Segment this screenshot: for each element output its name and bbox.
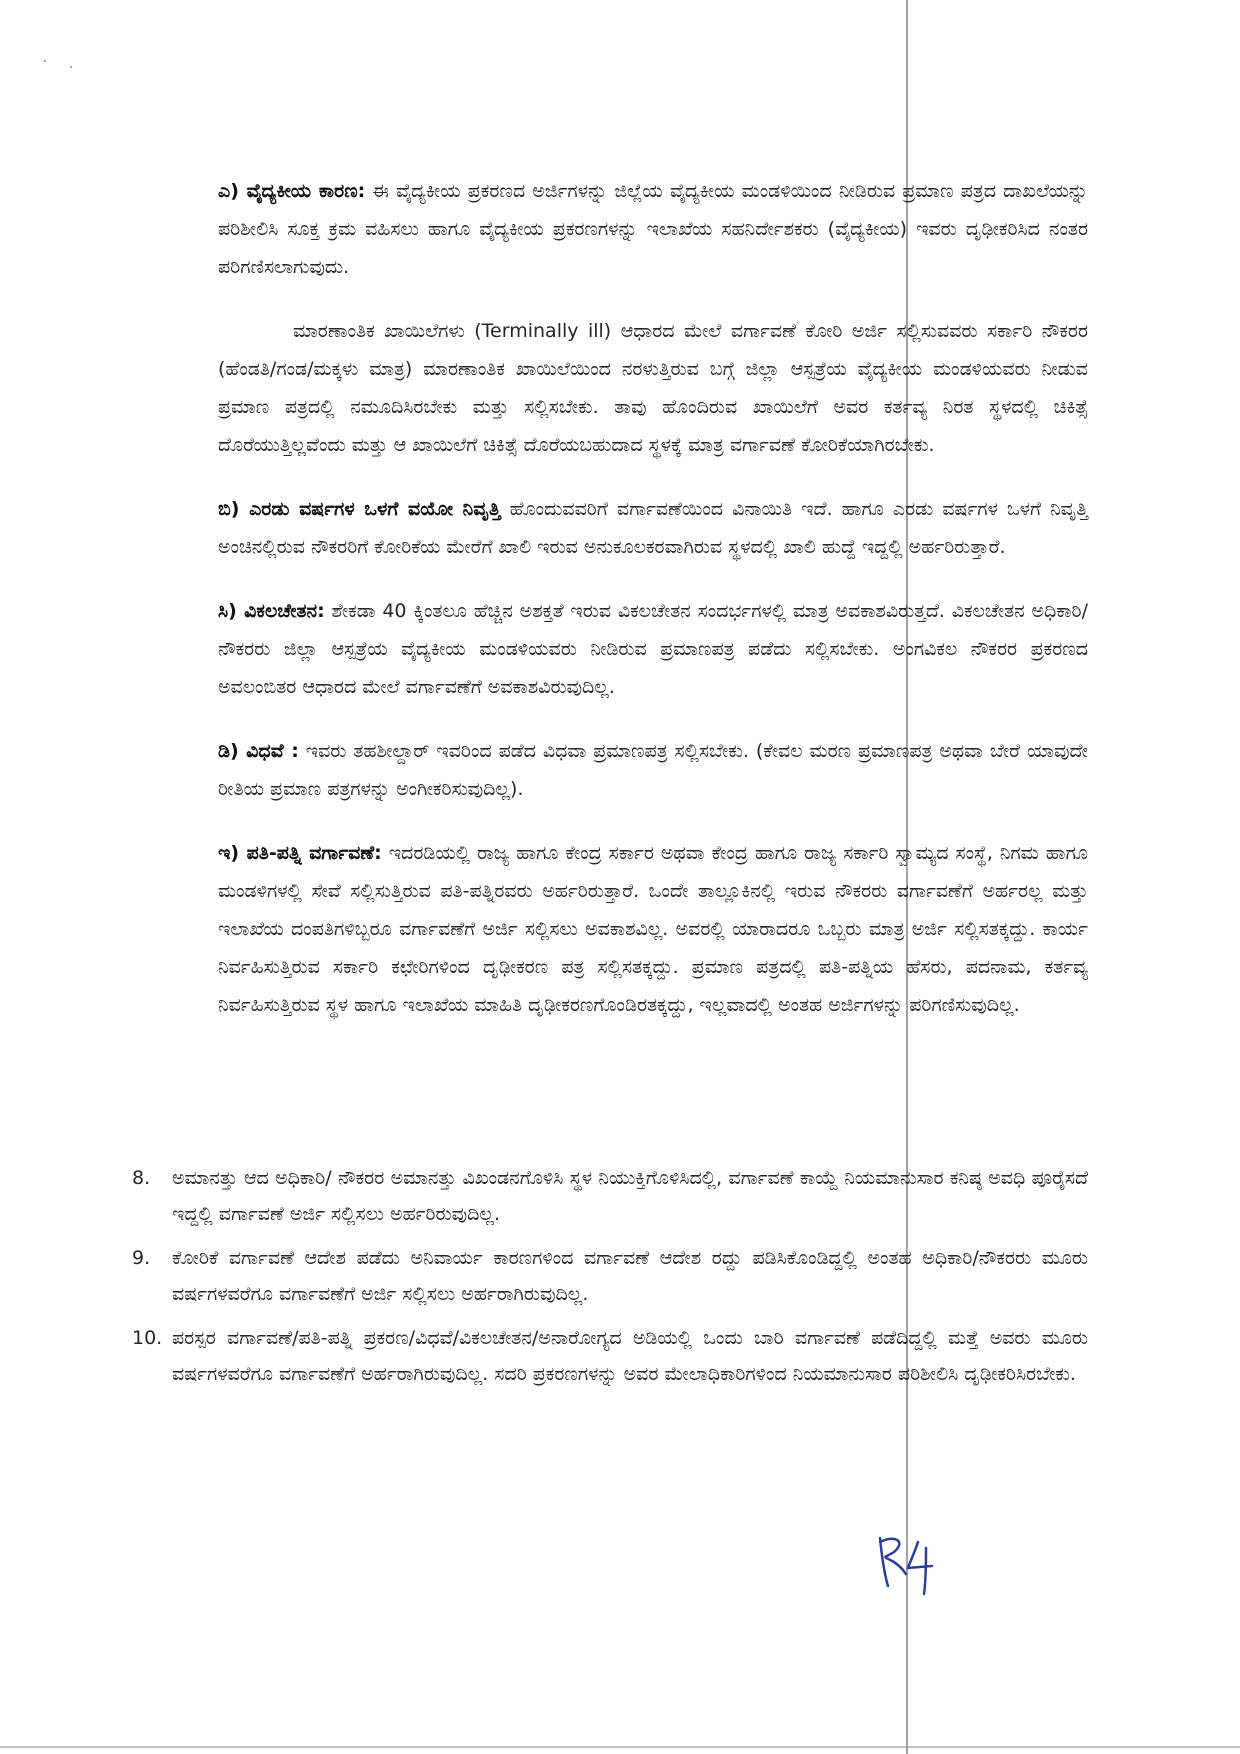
paragraph-terminally-ill — [218, 312, 1088, 464]
paragraph-retirement — [218, 490, 1088, 566]
list-item — [132, 1240, 1088, 1312]
paragraph-spouse-transfer — [218, 834, 1088, 1024]
paragraph-text: ಮಾರಣಾಂತಿಕ ಖಾಯಿಲೆಗಳು (Terminally ill) ಆಧಾರದ ಮೇಲೆ ವರ್ಗಾವಣೆ ಕೋರಿ ಅರ್ಜಿ ಸಲ್ಲಿಸುವವರು ಸರ್ಕಾರಿ ನೌಕರರ (ಹೆಂಡತಿ/ಗಂಡ/ಮಕ್ಕಳು ಮಾತ್ರ) ಮಾರಣಾಂತಿಕ ಖಾಯಿಲೆಯಿಂದ ನರಳುತ್ತಿರುವ ಬಗ್ಗೆ ಜಿಲ್ಲಾ ಆಸ್ಪತ್ರೆಯ ವೈದ್ಯಕೀಯ ಮಂಡಳಿಯವರು ನೀಡುವ ಪ್ರಮಾಣ ಪತ್ರದಲ್ಲಿ ನಮೂದಿಸಿರಬೇಕು ಮತ್ತು ಸಲ್ಲಿಸಬೇಕು. ತಾವು ಹೊಂದಿರುವ ಖಾಯಿಲೆಗೆ ಅವರ ಕರ್ತವ್ಯ ನಿರತ ಸ್ಥಳದಲ್ಲಿ ಚಿಕಿತ್ಸೆ ದೊರೆಯುತ್ತಿಲ್ಲವೆಂದು ಮತ್ತು ಆ ಖಾಯಿಲೆಗೆ ಚಿಕಿತ್ಸೆ ದೊರೆಯಬಹುದಾದ ಸ್ಥಳಕ್ಕೆ ಮಾತ್ರ ವರ್ಗಾವಣೆ ಕೋರಿಕೆಯಾಗಿರಬೇಕು. — [218, 320, 1088, 456]
paragraph-label: ಡಿ) ವಿಧವೆ : — [218, 740, 299, 762]
scan-bottom-edge — [0, 1746, 1240, 1748]
paragraph-label: ಇ) ಪತಿ-ಪತ್ನಿ ವರ್ಗಾವಣೆ: — [218, 842, 382, 864]
paragraph-label: ಸಿ) ವಿಕಲಚೇತನ: — [218, 600, 325, 622]
initials-drawing — [866, 1528, 956, 1598]
paragraph-label: ಎ) ವೈದ್ಯಕೀಯ ಕಾರಣ: — [218, 180, 366, 202]
list-item — [132, 1320, 1088, 1392]
list-item — [132, 1160, 1088, 1232]
paragraph-text: ಇದರಡಿಯಲ್ಲಿ ರಾಜ್ಯ ಹಾಗೂ ಕೇಂದ್ರ ಸರ್ಕಾರ ಅಥವಾ ಕೇಂದ್ರ ಹಾಗೂ ರಾಜ್ಯ ಸರ್ಕಾರಿ ಸ್ವಾಮ್ಯದ ಸಂಸ್ಥೆ, ನಿಗಮ ಹಾಗೂ ಮಂಡಳಿಗಳಲ್ಲಿ ಸೇವೆ ಸಲ್ಲಿಸುತ್ತಿರುವ ಪತಿ-ಪತ್ನಿರವರು ಅರ್ಹರಿರುತ್ತಾರೆ. ಒಂದೇ ತಾಲ್ಲೂಕಿನಲ್ಲಿ ಇರುವ ನೌಕರರು ವರ್ಗಾವಣೆಗೆ ಅರ್ಹರಲ್ಲ ಮತ್ತು ಇಲಾಖೆಯ ದಂಪತಿಗಳಿಬ್ಬರೂ ವರ್ಗಾವಣೆಗೆ ಅರ್ಜಿ ಸಲ್ಲಿಸಲು ಅವಕಾಶವಿಲ್ಲ. ಅವರಲ್ಲಿ ಯಾರಾದರೂ ಒಬ್ಬರು ಮಾತ್ರ ಅರ್ಜಿ ಸಲ್ಲಿಸತಕ್ಕದ್ದು. ಕಾರ್ಯ ನಿರ್ವಹಿಸುತ್ತಿರುವ ಸರ್ಕಾರಿ ಕಛೇರಿಗಳಿಂದ ದೃಢೀಕರಣ ಪತ್ರ ಸಲ್ಲಿಸತಕ್ಕದ್ದು. ಪ್ರಮಾಣ ಪತ್ರದಲ್ಲಿ ಪತಿ-ಪತ್ನಿಯ ಹೆಸರು, ಪದನಾಮ, ಕರ್ತವ್ಯ ನಿರ್ವಹಿಸುತ್ತಿರುವ ಸ್ಥಳ ಹಾಗೂ ಇಲಾಖೆಯ ಮಾಹಿತಿ ದೃಢೀಕರಣಗೊಂಡಿರತಕ್ಕದ್ದು, ಇಲ್ಲವಾದಲ್ಲಿ ಅಂತಹ ಅರ್ಜಿಗಳನ್ನು ಪರಿಗಣಿಸುವುದಿಲ್ಲ. — [218, 842, 1088, 1016]
list-item-text: ಪರಸ್ಪರ ವರ್ಗಾವಣೆ/ಪತಿ-ಪತ್ನಿ ಪ್ರಕರಣ/ವಿಧವೆ/ವಿಕಲಚೇತನ/ಅನಾರೋಗ್ಯದ ಅಡಿಯಲ್ಲಿ ಒಂದು ಬಾರಿ ವರ್ಗಾವಣೆ ಪಡೆದಿದ್ದಲ್ಲಿ ಮತ್ತೆ ಅವರು ಮೂರು ವರ್ಷಗಳವರೆಗೂ ವರ್ಗಾವಣೆಗೆ ಅರ್ಹರಾಗಿರುವುದಿಲ್ಲ. ಸದರಿ ಪ್ರಕರಣಗಳನ್ನು ಅವರ ಮೇಲಾಧಿಕಾರಿಗಳಿಂದ ನಿಯಮಾನುಸಾರ ಪರಿಶೀಲಿಸಿ ದೃಢೀಕರಿಸಿರಬೇಕು. — [172, 1327, 1088, 1385]
list-item-number: 8. — [132, 1167, 151, 1189]
paragraph-widow — [218, 732, 1088, 808]
paragraph-text: ಇವರು ತಹಶೀಲ್ದಾರ್ ಇವರಿಂದ ಪಡೆದ ವಿಧವಾ ಪ್ರಮಾಣಪತ್ರ ಸಲ್ಲಿಸಬೇಕು. (ಕೇವಲ ಮರಣ ಪ್ರಮಾಣಪತ್ರ ಅಥವಾ ಬೇರೆ ಯಾವುದೇ ರೀತಿಯ ಪ್ರಮಾಣ ಪತ್ರಗಳನ್ನು ಅಂಗೀಕರಿಸುವುದಿಲ್ಲ). — [218, 740, 1088, 800]
list-item-number: 10. — [132, 1327, 163, 1349]
paragraph-medical-reason — [218, 172, 1088, 286]
numbered-list — [132, 1160, 1088, 1400]
paragraph-text: ಹೊಂದುವವರಿಗೆ ವರ್ಗಾವಣೆಯಿಂದ ವಿನಾಯಿತಿ ಇದೆ. ಹಾಗೂ ಎರಡು ವರ್ಷಗಳ ಒಳಗೆ ನಿವೃತ್ತಿ ಅಂಚಿನಲ್ಲಿರುವ ನೌಕರರಿಗೆ ಕೋರಿಕೆಯ ಮೇರೆಗೆ ಖಾಲಿ ಇರುವ ಅನುಕೂಲಕರವಾಗಿರುವ ಸ್ಥಳದಲ್ಲಿ ಖಾಲಿ ಹುದ್ದೆ ಇದ್ದಲ್ಲಿ ಅರ್ಹರಿರುತ್ತಾರೆ. — [218, 498, 1088, 558]
paragraph-text: ಈ ವೈದ್ಯಕೀಯ ಪ್ರಕರಣದ ಅರ್ಜಿಗಳನ್ನು ಜಿಲ್ಲೆಯ ವೈದ್ಯಕೀಯ ಮಂಡಳಿಯಿಂದ ನೀಡಿರುವ ಪ್ರಮಾಣ ಪತ್ರದ ದಾಖಲೆಯನ್ನು ಪರಿಶೀಲಿಸಿ ಸೂಕ್ತ ಕ್ರಮ ವಹಿಸಲು ಹಾಗೂ ವೈದ್ಯಕೀಯ ಪ್ರಕರಣಗಳನ್ನು ಇಲಾಖೆಯ ಸಹನಿರ್ದೇಶಕರು (ವೈದ್ಯಕೀಯ) ಇವರು ದೃಢೀಕರಿಸಿದ ನಂತರ ಪರಿಗಣಿಸಲಾಗುವುದು. — [218, 180, 1088, 278]
list-item-text: ಅಮಾನತ್ತು ಆದ ಅಧಿಕಾರಿ/ ನೌಕರರ ಅಮಾನತ್ತು ವಿಖಂಡನಗೊಳಿಸಿ ಸ್ಥಳ ನಿಯುಕ್ತಿಗೊಳಿಸಿದಲ್ಲಿ, ವರ್ಗಾವಣೆ ಕಾಯ್ದೆ ನಿಯಮಾನುಸಾರ ಕನಿಷ್ಠ ಅವಧಿ ಪೂರೈಸದೆ ಇದ್ದಲ್ಲಿ ವರ್ಗಾವಣೆ ಅರ್ಜಿ ಸಲ್ಲಿಸಲು ಅರ್ಹರಿರುವುದಿಲ್ಲ. — [172, 1167, 1088, 1225]
list-item-text: ಕೋರಿಕೆ ವರ್ಗಾವಣೆ ಆದೇಶ ಪಡೆದು ಅನಿವಾರ್ಯ ಕಾರಣಗಳಿಂದ ವರ್ಗಾವಣೆ ಆದೇಶ ರದ್ದು ಪಡಿಸಿಕೊಂಡಿದ್ದಲ್ಲಿ ಅಂತಹ ಅಧಿಕಾರಿ/ನೌಕರರು ಮೂರು ವರ್ಷಗಳವರೆಗೂ ವರ್ಗಾವಣೆಗೆ ಅರ್ಜಿ ಸಲ್ಲಿಸಲು ಅರ್ಹರಾಗಿರುವುದಿಲ್ಲ. — [172, 1247, 1088, 1305]
scan-speck — [70, 66, 72, 68]
scan-speck — [44, 60, 46, 62]
document-body — [218, 172, 1088, 1050]
paragraph-text: ಶೇಕಡಾ 40 ಕ್ಕಿಂತಲೂ ಹೆಚ್ಚಿನ ಅಶಕ್ತತೆ ಇರುವ ವಿಕಲಚೇತನ ಸಂದರ್ಭಗಳಲ್ಲಿ ಮಾತ್ರ ಅವಕಾಶವಿರುತ್ತದೆ. ವಿಕಲಚೇತನ ಅಧಿಕಾರಿ/ನೌಕರರು ಜಿಲ್ಲಾ ಆಸ್ಪತ್ರೆಯ ವೈದ್ಯಕೀಯ ಮಂಡಳಿಯವರು ನೀಡಿರುವ ಪ್ರಮಾಣಪತ್ರ ಪಡೆದು ಸಲ್ಲಿಸಬೇಕು. ಅಂಗವಿಕಲ ನೌಕರರ ಪ್ರಕರಣದ ಅವಲಂಬಿತರ ಆಧಾರದ ಮೇಲೆ ವರ್ಗಾವಣೆಗೆ ಅವಕಾಶವಿರುವುದಿಲ್ಲ. — [218, 600, 1088, 698]
list-item-number: 9. — [132, 1247, 151, 1269]
handwritten-initials — [866, 1528, 956, 1602]
paragraph-label: ಬಿ) ಎರಡು ವರ್ಷಗಳ ಒಳಗೆ ವಯೋ ನಿವೃತ್ತಿ — [218, 498, 501, 520]
paragraph-disabled — [218, 592, 1088, 706]
